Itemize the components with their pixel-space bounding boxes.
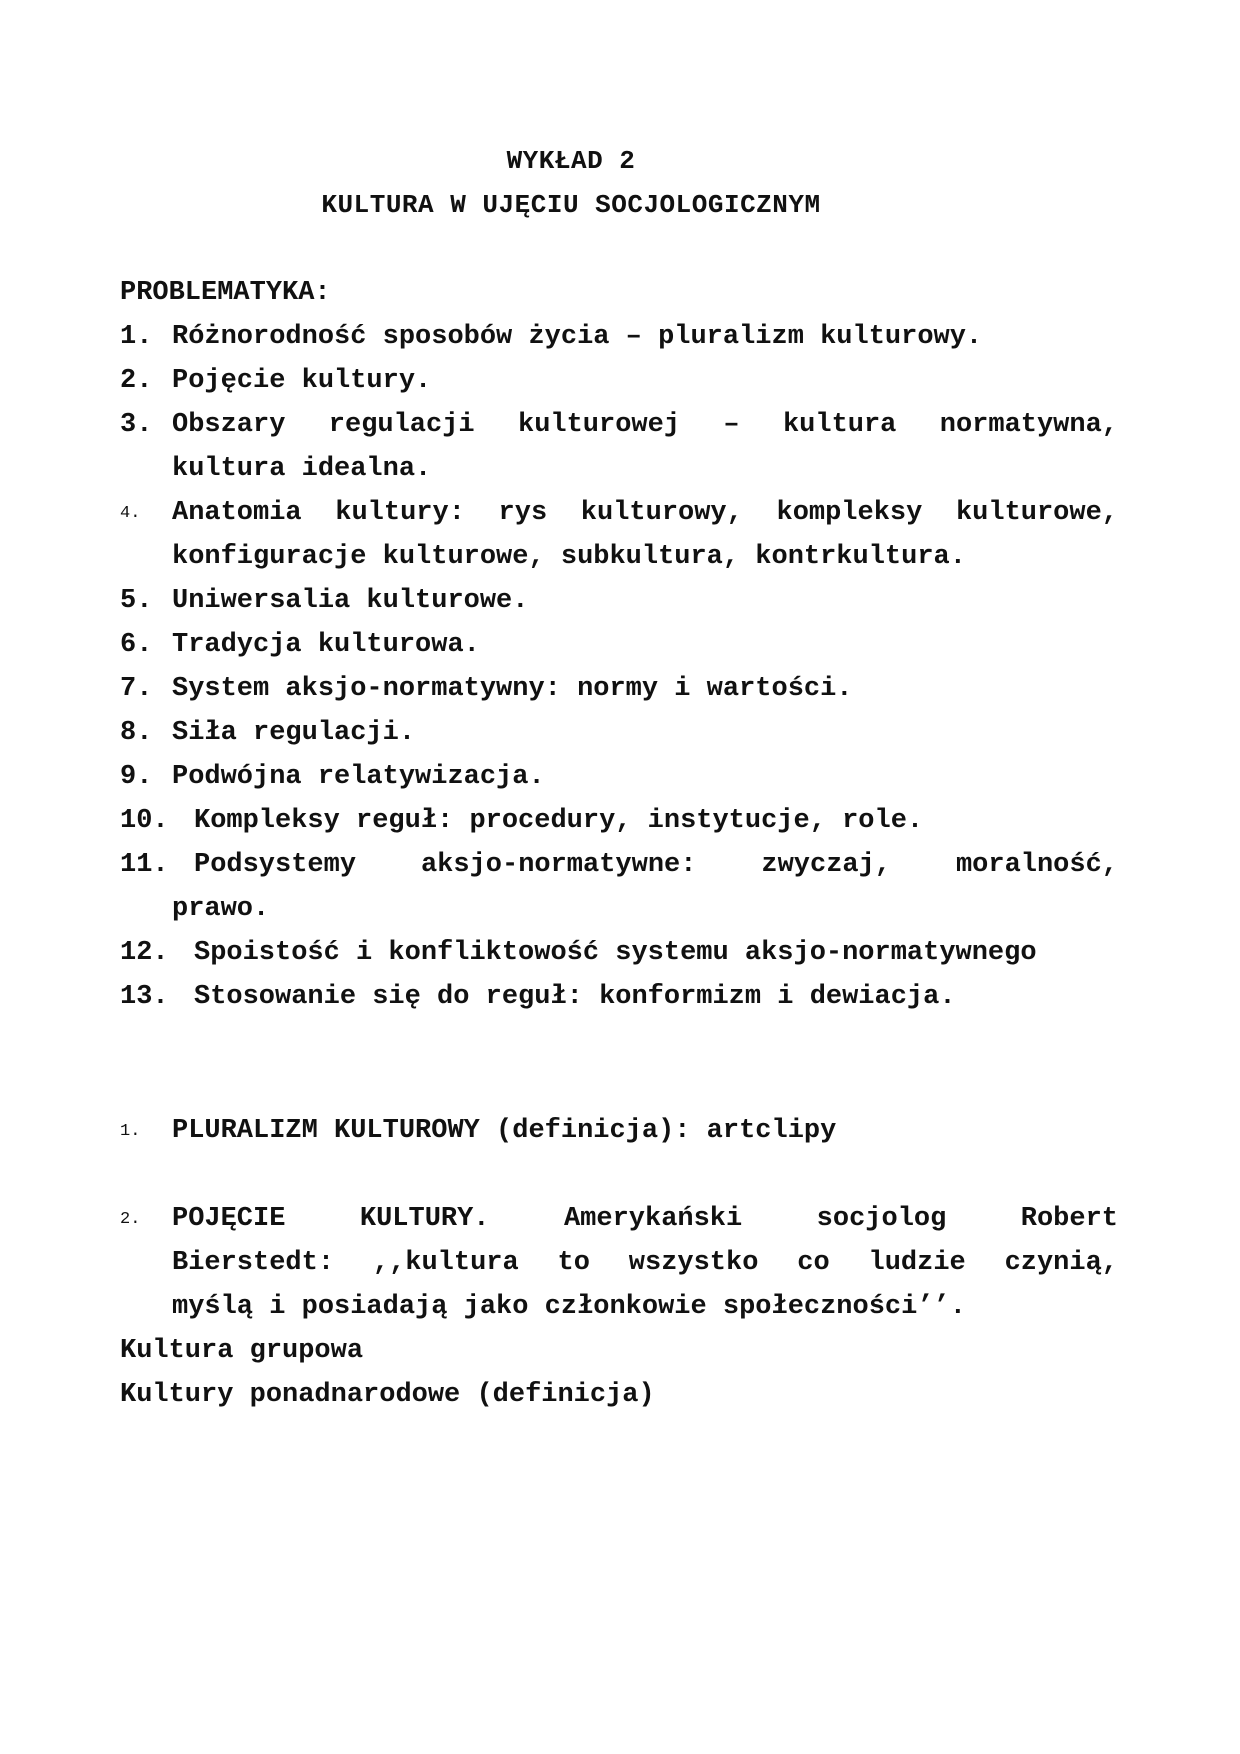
section-number: 1. — [120, 1122, 141, 1141]
list-item-text: Tradycja kulturowa. — [172, 630, 480, 660]
list-item-text: Pojęcie kultury. — [172, 366, 432, 396]
list-item-text: Kompleksy reguł: procedury, instytucje, role. — [194, 806, 924, 836]
list-item-number: 10. — [120, 806, 169, 836]
list-item-text: Podsystemy aksjo-normatywne: zwyczaj, moralność, — [194, 850, 1118, 880]
list-item-continuation: konfiguracje kulturowe, subkultura, kontrkultura. — [172, 542, 966, 572]
lecture-subtitle: KULTURA W UJĘCIU SOCJOLOGICZNYM — [321, 190, 821, 220]
section-number: 2. — [120, 1210, 141, 1229]
list-item-text: Siła regulacji. — [172, 718, 416, 748]
list-item-number: 7. — [120, 674, 153, 704]
section-continuation: Bierstedt: ,,kultura to wszystko co ludzie czynią, — [172, 1248, 1118, 1278]
list-item-number: 13. — [120, 982, 169, 1012]
list-item-text: Podwójna relatywizacja. — [172, 762, 545, 792]
list-item-continuation: prawo. — [172, 894, 270, 924]
list-item-text: Anatomia kultury: rys kulturowy, kompleksy kulturowe, — [172, 498, 1118, 528]
list-item-number: 12. — [120, 938, 169, 968]
list-item-number: 3. — [120, 410, 153, 440]
list-item-number: 1. — [120, 322, 153, 352]
list-item-number: 6. — [120, 630, 153, 660]
list-item-number: 9. — [120, 762, 153, 792]
list-item-text: Stosowanie się do reguł: konformizm i dewiacja. — [194, 982, 956, 1012]
group-culture-line: Kultura grupowa — [120, 1336, 364, 1366]
list-item-text: Uniwersalia kulturowe. — [172, 586, 529, 616]
section-text: PLURALIZM KULTUROWY (definicja): artclipy — [172, 1116, 837, 1146]
list-item-text: Różnorodność sposobów życia – pluralizm kulturowy. — [172, 322, 983, 352]
list-item-number: 8. — [120, 718, 153, 748]
list-item-number: 4. — [120, 504, 141, 523]
list-item-number: 5. — [120, 586, 153, 616]
section-text: POJĘCIE KULTURY. Amerykański socjolog Robert — [172, 1204, 1118, 1234]
section-continuation: myślą i posiadają jako członkowie społeczności’’. — [172, 1292, 966, 1322]
list-item-number: 2. — [120, 366, 153, 396]
list-item-text: Obszary regulacji kulturowej – kultura normatywna, — [172, 410, 1118, 440]
list-item-text: Spoistość i konfliktowość systemu aksjo-normatywnego — [194, 938, 1037, 968]
lecture-title: WYKŁAD 2 — [506, 146, 636, 176]
supranational-culture-line: Kultury ponadnarodowe (definicja) — [120, 1380, 655, 1410]
list-item-text: System aksjo-normatywny: normy i wartości. — [172, 674, 853, 704]
list-item-continuation: kultura idealna. — [172, 454, 432, 484]
section-heading: PROBLEMATYKA: — [120, 278, 331, 308]
list-item-number: 11. — [120, 850, 169, 880]
